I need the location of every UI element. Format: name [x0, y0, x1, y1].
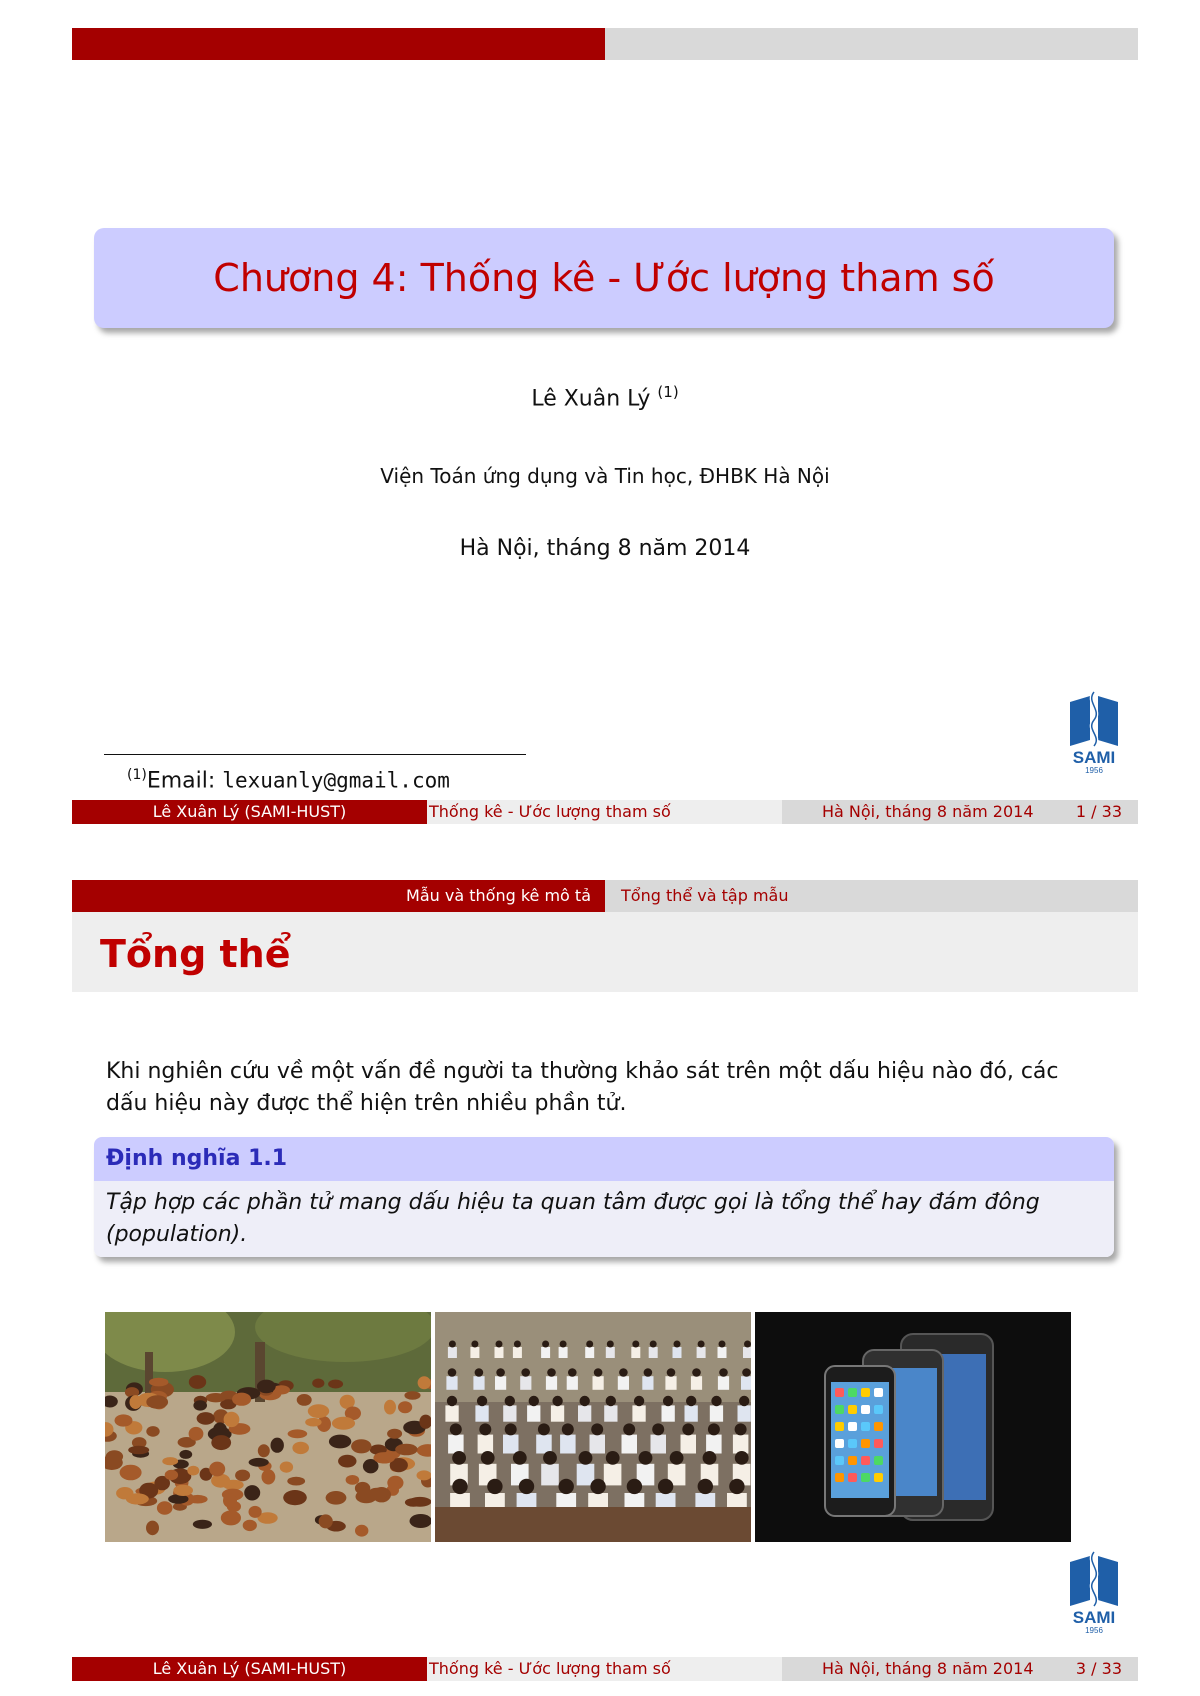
footer-title: Thống kê - Ước lượng tham số [427, 1657, 782, 1681]
definition-block [94, 1137, 1114, 1257]
definition-heading: Định nghĩa 1.1 [94, 1137, 1114, 1181]
author-name: Lê Xuân Lý [531, 386, 651, 412]
slide-title: Chương 4: Thống kê - Ước lượng tham số [213, 256, 995, 300]
footer-page-number: 3 / 33 [1075, 1659, 1122, 1678]
footnote [127, 767, 450, 793]
slide-footer [72, 800, 1138, 824]
logo-text: SAMI [1072, 1608, 1116, 1627]
top-progress-bar-fill [72, 28, 605, 60]
title-slide [72, 28, 1138, 828]
author-footnote-mark: (1) [657, 383, 679, 401]
logo-year: 1956 [1085, 1626, 1103, 1635]
footnote-label: Email: [146, 768, 223, 794]
intro-paragraph: Khi nghiên cứu về một vấn đề người ta thường khảo sát trên một dấu hiệu nào đó, các dấu hiệu này được thể hiện trên nhiều phần tử. [106, 1059, 1059, 1116]
photo-chickens [105, 1312, 431, 1542]
frame-title: Tổng thể [100, 932, 291, 976]
nav-section[interactable]: Mẫu và thống kê mô tả [72, 880, 605, 912]
footer-author: Lê Xuân Lý (SAMI-HUST) [72, 800, 427, 824]
footer-date: Hà Nội, tháng 8 năm 2014 [822, 802, 1034, 821]
nav-subsection[interactable]: Tổng thể và tập mẫu [605, 880, 1138, 912]
footnote-mark: (1) [127, 767, 147, 783]
logo-text: SAMI [1072, 748, 1116, 767]
footer-author: Lê Xuân Lý (SAMI-HUST) [72, 1657, 427, 1681]
definition-body: Tập hợp các phần tử mang dấu hiệu ta quan tâm được gọi là tổng thể hay đám đông (population). [94, 1181, 1114, 1257]
photo-students [435, 1312, 751, 1542]
author-line [72, 383, 1138, 411]
presentation-date: Hà Nội, tháng 8 năm 2014 [459, 536, 751, 561]
sami-logo [1064, 1550, 1124, 1638]
sami-logo-mark-icon [1064, 1550, 1124, 1608]
footer-page-number: 1 / 33 [1075, 802, 1122, 821]
logo-year: 1956 [1085, 766, 1103, 775]
footnote-rule [104, 754, 526, 755]
slide-footer [72, 1657, 1138, 1681]
footer-right [782, 800, 1138, 824]
footer-title: Thống kê - Ước lượng tham số [427, 800, 782, 824]
sami-logo [1064, 690, 1124, 778]
footer-right [782, 1657, 1138, 1681]
footer-date: Hà Nội, tháng 8 năm 2014 [822, 1659, 1034, 1678]
top-progress-bar [72, 28, 1138, 60]
sami-logo-mark-icon [1064, 690, 1124, 748]
content-slide [72, 880, 1138, 1680]
institute: Viện Toán ứng dụng và Tin học, ĐHBK Hà Nội [380, 464, 830, 488]
photo-phones [755, 1312, 1071, 1542]
email-address: lexuanly@gmail.com [222, 768, 450, 793]
title-box [94, 228, 1114, 328]
section-navigation [72, 880, 1138, 912]
